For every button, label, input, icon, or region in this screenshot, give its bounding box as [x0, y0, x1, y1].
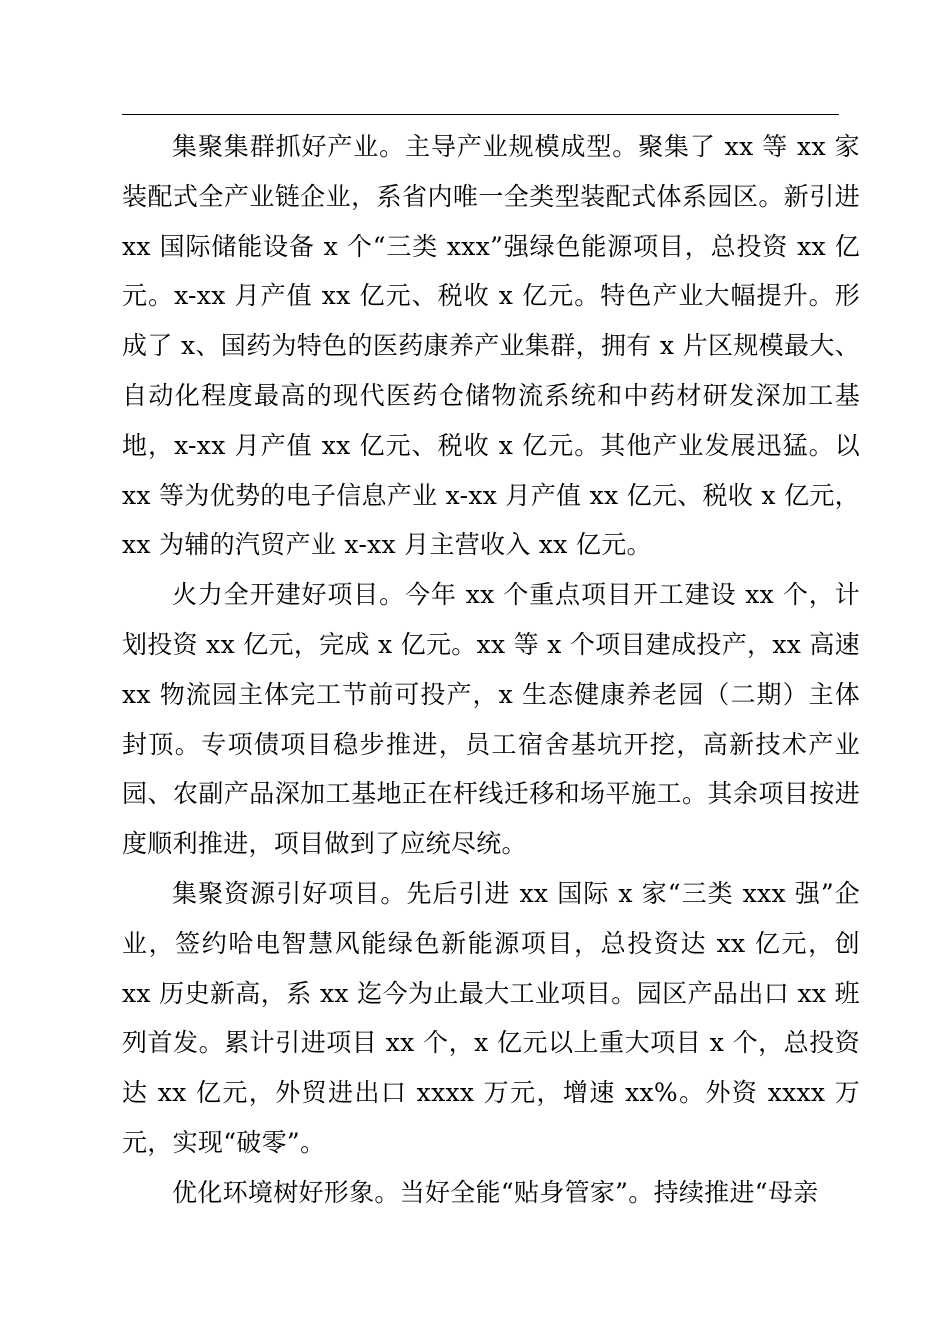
paragraph-environment: 优化环境树好形象。当好全能“贴身管家”。持续推进“母亲: [172, 1177, 819, 1207]
header-rule: [122, 114, 839, 115]
paragraph-industry: 集聚集群抓好产业。主导产业规模成型。聚集了 xx 等 xx 家装配式全产业链企业，系省内唯一全类型装配式体系园区。新引进 xx 国际储能设备 x 个“三类 xxx”强绿色能源项目，总投资 xx 亿元。x-xx 月产值 xx 亿元、税收 x 亿元。特色产业大幅提升。形成了 x、国药为特色的医药康养产业集群，拥有 x 片区规模最大、自动化程度最高的现代医药仓储物流系统和中药材研发深加工基地，x-xx 月产值 xx 亿元、税收 x 亿元。其他产业发展迅猛。以 xx 等为优势的电子信息产业 x-xx 月产值 xx 亿元、税收 x 亿元，xx 为辅的汽贸产业 x-xx 月主营收入 xx 亿元。: [122, 132, 860, 560]
document-body: [122, 122, 860, 1218]
paragraph-projects-investment: 集聚资源引好项目。先后引进 xx 国际 x 家“三类 xxx 强”企业，签约哈电智慧风能绿色新能源项目，总投资达 xx 亿元，创 xx 历史新高，系 xx 迄今为止最大工业项目。园区产品出口 xx 班列首发。累计引进项目 xx 个，x 亿元以上重大项目 x 个，总投资达 xx 亿元，外贸进出口 xxxx 万元，增速 xx%。外资 xxxx 万元，实现“破零”。: [122, 878, 860, 1157]
paragraph-projects-construction: 火力全开建好项目。今年 xx 个重点项目开工建设 xx 个，计划投资 xx 亿元，完成 x 亿元。xx 等 x 个项目建成投产，xx 高速 xx 物流园主体完工节前可投产，x 生态健康养老园（二期）主体封顶。专项债项目稳步推进，员工宿舍基坑开挖，高新技术产业园、农副产品深加工基地正在杆线迁移和场平施工。其余项目按进度顺利推进，项目做到了应统尽统。: [122, 580, 860, 859]
